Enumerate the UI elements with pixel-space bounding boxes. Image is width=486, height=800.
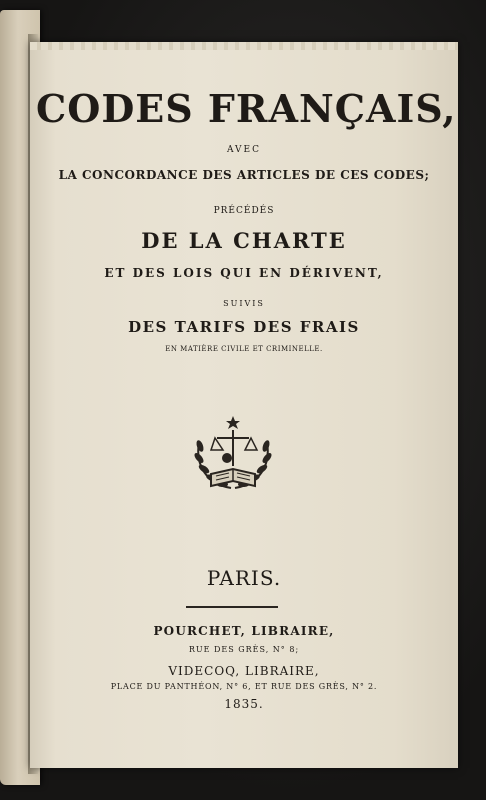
printers-emblem-vignette-icon (187, 414, 279, 498)
tarifs-line: DES TARIFS DES FRAIS (128, 318, 360, 336)
page-top-edge (30, 42, 458, 50)
publisher2-line: VIDECOQ, LIBRAIRE, (168, 664, 320, 678)
publication-year: 1835. (224, 697, 264, 711)
publisher1-address: RUE DES GRÈS, N° 8; (188, 645, 300, 654)
matiere-line: EN MATIÈRE CIVILE ET CRIMINELLE. (165, 345, 323, 353)
book-title: CODES FRANÇAIS, (36, 86, 457, 131)
publisher1-line: POURCHET, LIBRAIRE, (153, 624, 335, 638)
precedes-line: PRÉCÉDÉS (213, 206, 275, 216)
city-line: PARIS. (206, 566, 282, 590)
publisher2-address: PLACE DU PANTHÉON, N° 6, ET RUE DES GRÈS, N° 2. (110, 682, 378, 691)
charte-line: DE LA CHARTE (141, 228, 347, 253)
suivis-line: SUIVIS (223, 299, 265, 308)
lois-line: ET DES LOIS QUI EN DÉRIVENT, (104, 266, 384, 280)
divider-rule (186, 606, 278, 608)
avec-line: AVEC (226, 145, 261, 155)
concordance-line: LA CONCORDANCE DES ARTICLES DE CES CODES; (58, 168, 430, 182)
